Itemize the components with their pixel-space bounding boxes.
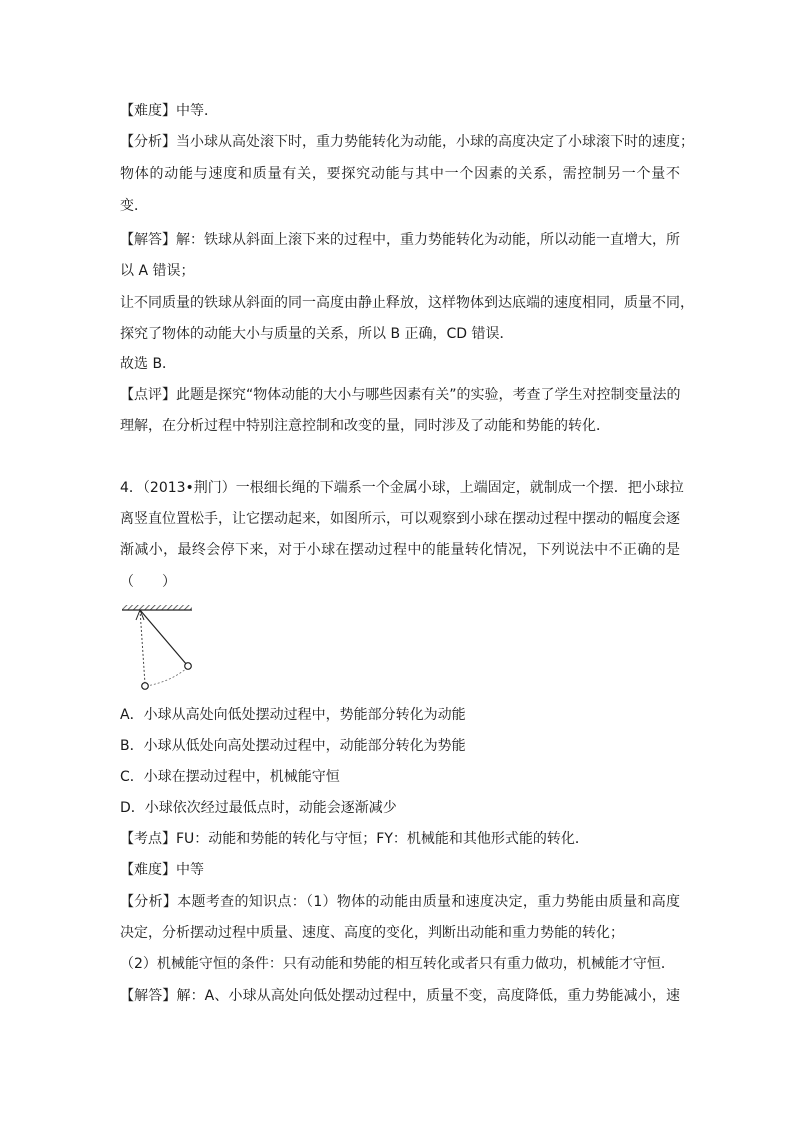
- option-c: C．小球在摆动过程中，机械能守恒: [120, 769, 340, 785]
- pendulum-ball: [185, 663, 192, 670]
- answer-line: 【解答】解：A、小球从高处向低处摆动过程中，质量不变，高度降低，重力势能减小，速: [120, 988, 680, 1004]
- pendulum-string: [140, 610, 187, 665]
- analysis-line: 物体的动能与速度和质量有关，要探究动能与其中一个因素的关系，需控制另一个量不: [120, 166, 680, 182]
- ceiling-support: [122, 605, 192, 610]
- pivot-mark: [136, 610, 140, 620]
- analysis-line: 决定，分析摆动过程中质量、速度、高度的变化，判断出动能和重力势能的转化；: [120, 925, 624, 941]
- question-blank: （ ）: [120, 574, 176, 590]
- comment-line: 理解，在分析过程中特别注意控制和改变的量，同时涉及了动能和势能的转化．: [120, 418, 610, 434]
- analysis-line: 【分析】当小球从高处滚下时，重力势能转化为动能，小球的高度决定了小球滚下时的速度；: [120, 134, 694, 150]
- answer-line: 故选 B．: [120, 356, 177, 372]
- answer-line: 以 A 错误；: [120, 263, 195, 279]
- question-stem-line: 离竖直位置松手，让它摆动起来，如图所示，可以观察到小球在摆动过程中摆动的幅度会逐: [120, 511, 680, 527]
- answer-line: 让不同质量的铁球从斜面的同一高度由静止释放，这样物体到达底端的速度相同，质量不同，: [120, 295, 694, 311]
- analysis-line: 【分析】本题考查的知识点：（1）物体的动能由质量和速度决定，重力势能由质量和高度: [120, 894, 680, 910]
- question-stem-line: 渐减小，最终会停下来，对于小球在摆动过程中的能量转化情况，下列说法中不正确的是: [120, 542, 680, 558]
- option-d: D．小球依次经过最低点时，动能会逐渐减少: [120, 800, 397, 816]
- analysis-line: （2）机械能守恒的条件：只有动能和势能的相互转化或者只有重力做功，机械能才守恒．: [120, 956, 675, 972]
- comment-line: 【点评】此题是探究“物体动能的大小与哪些因素有关”的实验，考查了学生对控制变量法的: [120, 387, 681, 403]
- option-a: A．小球从高处向低处摆动过程中，势能部分转化为动能: [120, 707, 466, 723]
- difficulty-line: 【难度】中等: [120, 862, 204, 878]
- answer-line: 探究了物体的动能大小与质量的关系，所以 B 正确，CD 错误．: [120, 326, 514, 342]
- option-b: B．小球从低处向高处摆动过程中，动能部分转化为势能: [120, 738, 466, 754]
- knowledge-point-line: 【考点】FU：动能和势能的转化与守恒；FY：机械能和其他形式能的转化．: [120, 831, 589, 847]
- analysis-line: 变．: [120, 198, 148, 214]
- answer-line: 【解答】解：铁球从斜面上滚下来的过程中，重力势能转化为动能，所以动能一直增大，所: [120, 232, 680, 248]
- question-stem-line: 4．（2013•荆门）一根细长绳的下端系一个金属小球，上端固定，就制成一个摆．把小球拉: [120, 480, 684, 496]
- pendulum-figure: [118, 602, 202, 694]
- ball-lowest-position: [142, 683, 149, 690]
- difficulty-line: 【难度】中等．: [120, 103, 218, 119]
- swing-arc: [146, 668, 187, 686]
- vertical-dashed-string: [140, 610, 145, 684]
